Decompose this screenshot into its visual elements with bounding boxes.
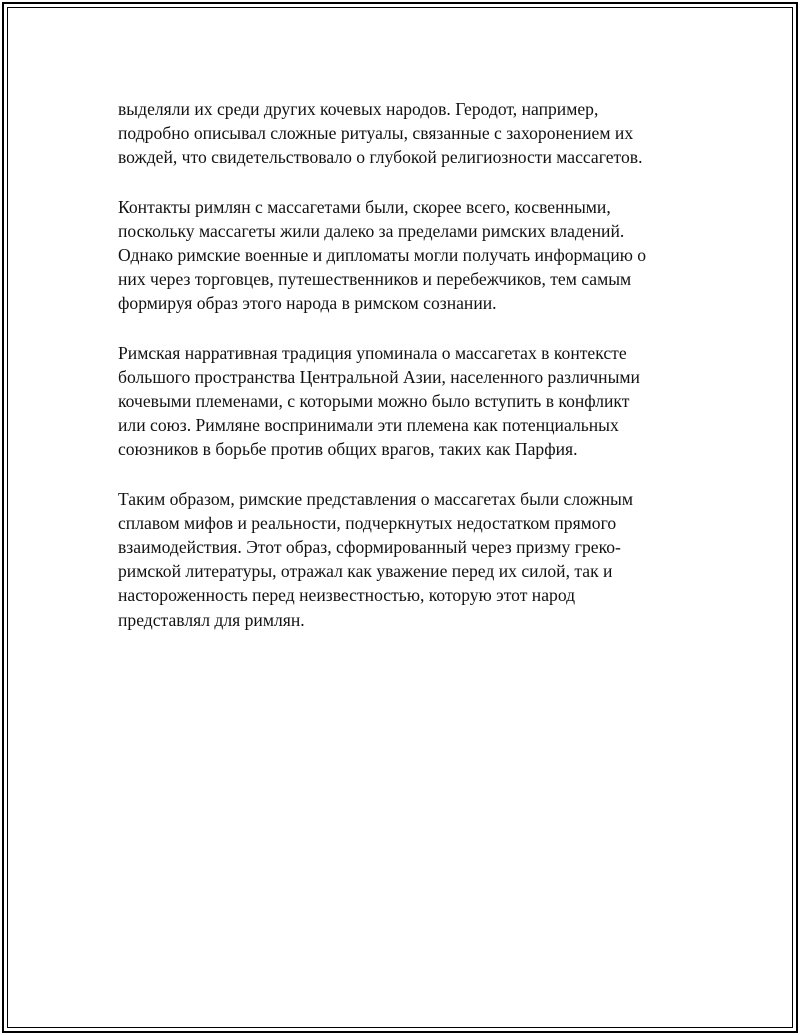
paragraph-2 xyxy=(118,195,688,316)
text-line: сплавом мифов и реальности, подчеркнутых недостатком прямого xyxy=(118,512,617,533)
text-line: Однако римские военные и дипломаты могли получать информацию о xyxy=(118,245,647,266)
text-line: подробно описывал сложные ритуалы, связанные с захоронением их xyxy=(118,123,634,144)
text-line: формируя образ этого народа в римском сознании. xyxy=(118,293,497,314)
text-line: большого пространства Центральной Азии, населенного различными xyxy=(118,366,640,387)
text-line: Контакты римлян с массагетами были, скорее всего, косвенными, xyxy=(118,196,611,217)
text-line: или союз. Римляне воспринимали эти племена как потенциальных xyxy=(118,415,619,436)
text-line: римской литературы, отражал как уважение перед их силой, так и xyxy=(118,561,613,582)
text-line: вождей, что свидетельствовало о глубокой религиозности массагетов. xyxy=(118,147,643,168)
document-page xyxy=(2,2,798,1033)
paragraph-4 xyxy=(118,487,688,632)
text-line: представлял для римлян. xyxy=(118,609,305,630)
text-line: настороженность перед неизвестностью, которую этот народ xyxy=(118,585,576,606)
text-line: кочевыми племенами, с которыми можно было вступить в конфликт xyxy=(118,391,630,412)
text-line: взаимодействия. Этот образ, сформированный через призму греко- xyxy=(118,537,621,558)
text-line: союзников в борьбе против общих врагов, таких как Парфия. xyxy=(118,439,578,460)
text-line: них через торговцев, путешественников и перебежчиков, тем самым xyxy=(118,269,632,290)
document-body xyxy=(118,97,688,657)
text-line: Римская нарративная традиция упоминала о массагетах в контексте xyxy=(118,342,627,363)
text-line: Таким образом, римские представления о массагетах были сложным xyxy=(118,488,633,509)
paragraph-1 xyxy=(118,97,688,170)
text-line: выделяли их среди других кочевых народов. Геродот, например, xyxy=(118,99,599,119)
text-line: поскольку массагеты жили далеко за пределами римских владений. xyxy=(118,220,625,241)
paragraph-3 xyxy=(118,341,688,462)
